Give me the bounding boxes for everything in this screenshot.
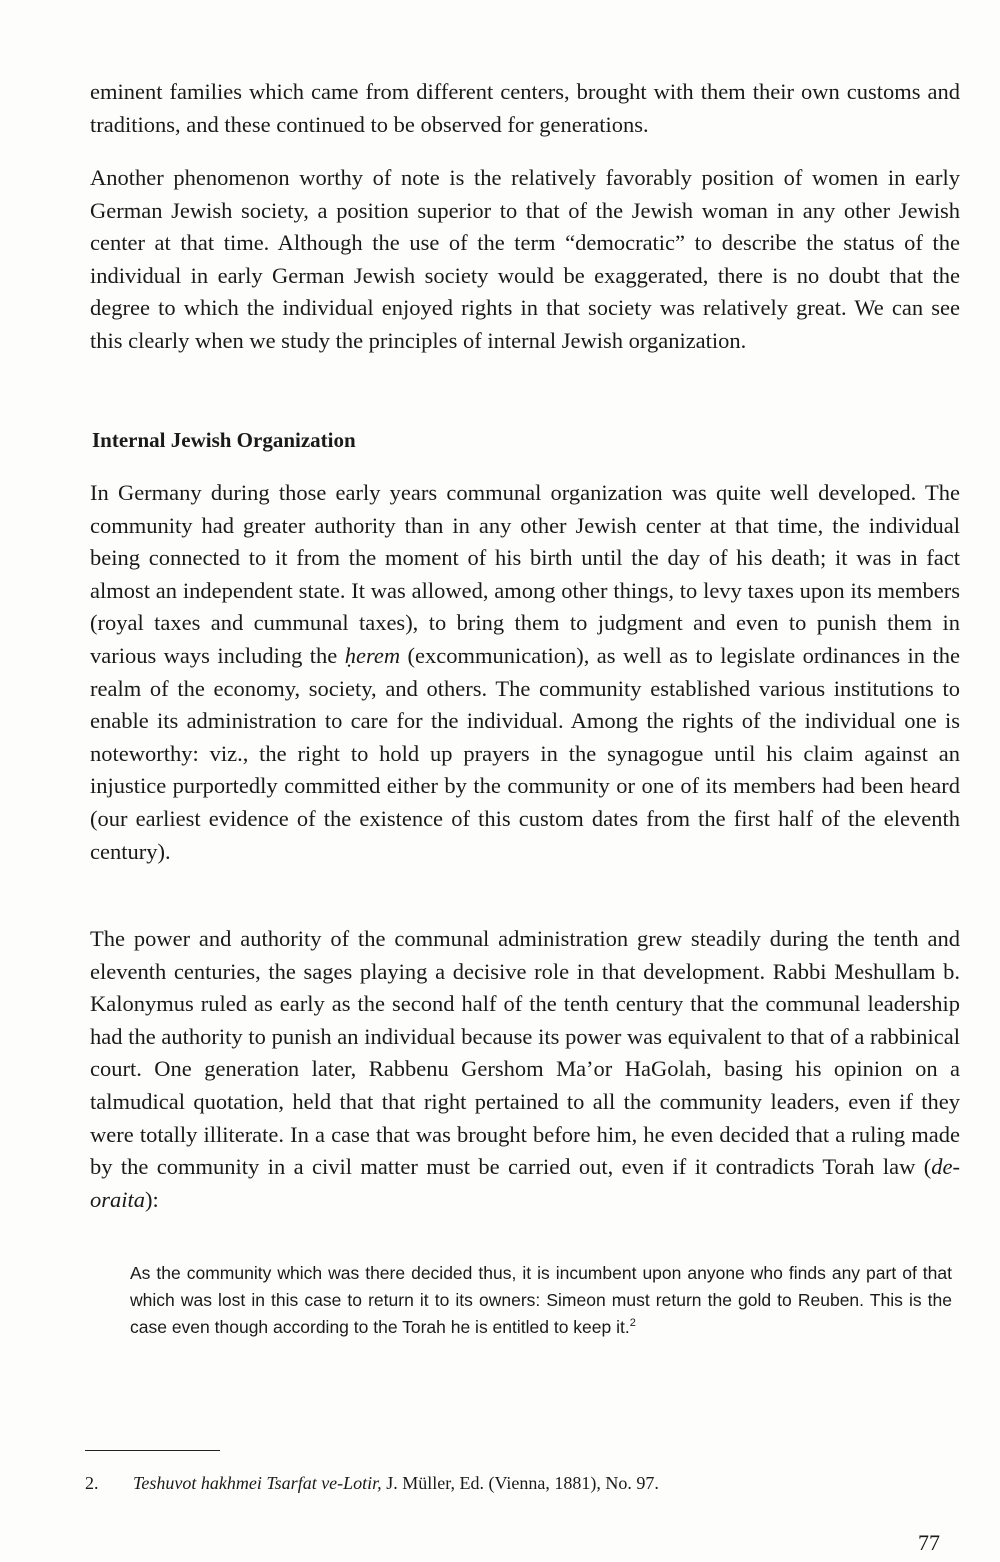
page-number: 77 — [918, 1530, 940, 1555]
footnote-title: Teshuvot hakhmei Tsarfat ve-Lotir, — [133, 1473, 382, 1493]
paragraph-3-text-a: In Germany during those early years communal organization was quite well developed. The community had greater authority than in any other Jewish center at that time, the individual being connected to it from the moment of his birth until the day of his death; it was in fact almost an independent state. It was allowed, among other things, to levy taxes upon its members (royal taxes and cummunal taxes), to bring them to judgment and even to punish them in various ways including the — [90, 480, 960, 668]
paragraph-4-text-a: The power and authority of the communal administration grew steadily during the tenth and eleventh centuries, the sages playing a decisive role in that development. Rabbi Meshullam b. Kalonymus ruled as early as the second half of the tenth century that the communal leadership had the authority to punish an individual because its power was equivalent to that of a rabbinical court. One generation later, Rabbenu Gershom Ma’or HaGolah, basing his opinion on a talmudical quotation, held that that right pertained to all the community leaders, even if they were totally illiterate. In a case that was brought before him, he even decided that a ruling made by the community in a civil matter must be carried out, even if it contradicts Torah law ( — [90, 926, 960, 1180]
footnote — [85, 1470, 659, 1496]
paragraph-women-status — [90, 162, 960, 358]
footnote-number: 2. — [85, 1473, 99, 1493]
paragraph-3-italic-term: ḥerem — [344, 642, 401, 668]
footnote-divider — [85, 1450, 220, 1451]
section-heading: Internal Jewish Organization — [92, 428, 356, 452]
paragraph-communal-organization — [90, 477, 960, 868]
paragraph-4-italic-term: de-oraita — [90, 1154, 960, 1212]
paragraph-3-text-b: (excommunication), as well as to legislate ordinances in the realm of the economy, society, and others. The community established various institutions to enable its administration to care for the individual. Among the rights of the individual one is noteworthy: viz., the right to hold up prayers in the synagogue until his claim against an injustice purportedly committed either by the community or one of its members had been heard (our earliest evidence of the existence of this custom dates from the first half of the eleventh century). — [90, 642, 960, 864]
paragraph-2: Another phenomenon worthy of note is the relatively favorably position of women in early German Jewish society, a position superior to that of the Jewish woman in any other Jewish center at that time. Although the use of the term “democratic” to describe the status of the individual in early German Jewish society would be exaggerated, there is no doubt that the degree to which the individual enjoyed rights in that society was relatively great. We can see this clearly when we study the principles of internal Jewish organization. — [90, 165, 960, 353]
paragraph-4 — [90, 923, 960, 1216]
paragraph-1: eminent families which came from different centers, brought with them their own customs and traditions, and these continued to be observed for generations. — [90, 79, 960, 137]
paragraph-continuation — [90, 76, 960, 141]
block-quote — [130, 1260, 952, 1341]
footnote-reference: 2 — [629, 1317, 636, 1330]
block-quote-text: As the community which was there decided thus, it is incumbent upon anyone who finds any part of that which was lost in this case to return it to its owners: Simeon must return the gold to Reuben. This is the case even though according to the Torah he is entitled to keep it. — [130, 1263, 952, 1337]
paragraph-communal-power — [90, 923, 960, 1216]
footnote-citation: J. Müller, Ed. (Vienna, 1881), No. 97. — [381, 1473, 659, 1493]
paragraph-4-text-b: ): — [145, 1186, 159, 1212]
paragraph-3 — [90, 477, 960, 868]
